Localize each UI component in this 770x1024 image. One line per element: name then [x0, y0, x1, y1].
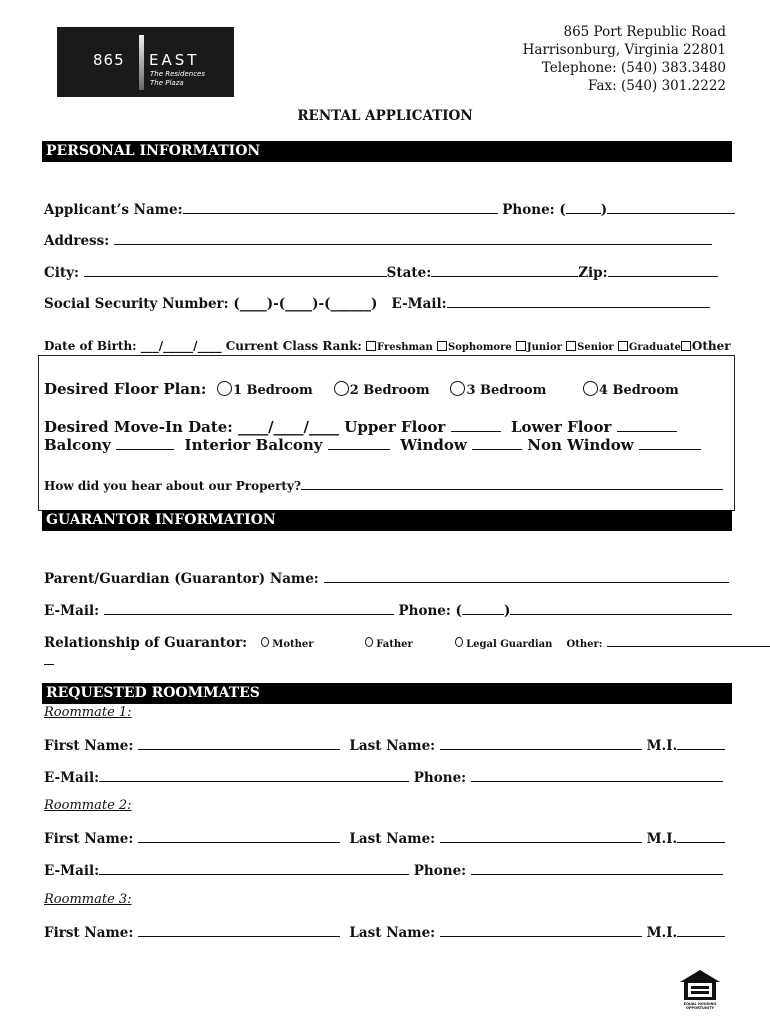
- window-label: Window: [400, 436, 467, 454]
- roommate-3-title: Roommate 3:: [44, 892, 132, 907]
- interior-balcony-label: Interior Balcony: [184, 436, 323, 454]
- roommate-2-mi-field[interactable]: [677, 829, 725, 843]
- guarantor-name-label: Parent/Guardian (Guarantor) Name:: [44, 571, 319, 587]
- relationship-option-mother[interactable]: Mother: [261, 639, 313, 650]
- checkbox[interactable]: [516, 341, 526, 351]
- non-window-field[interactable]: [639, 436, 701, 450]
- checkbox[interactable]: [366, 341, 376, 351]
- logo-name: EAST: [149, 51, 200, 69]
- roommate-1-name-row: [44, 736, 725, 754]
- last-name-label: Last Name:: [349, 831, 436, 847]
- floor-plan-row: [44, 380, 679, 398]
- property-address: [523, 23, 726, 95]
- radio[interactable]: [455, 637, 463, 647]
- guarantor-email-phone-row: E-Mail: Phone: ( ): [44, 601, 732, 619]
- first-name-label: First Name:: [44, 925, 134, 941]
- relationship-other-field[interactable]: [607, 633, 770, 647]
- continuation-underline: [44, 664, 54, 665]
- state-field[interactable]: [431, 263, 578, 277]
- checkbox[interactable]: [618, 341, 628, 351]
- phone-number-field[interactable]: [607, 200, 735, 214]
- radio[interactable]: [334, 381, 349, 396]
- balcony-window-row: [44, 436, 701, 454]
- address-line2: Harrisonburg, Virginia 22801: [522, 42, 726, 58]
- lower-floor-field[interactable]: [617, 418, 677, 432]
- window-field[interactable]: [472, 436, 522, 450]
- fax-line: Fax: (540) 301.2222: [588, 78, 726, 94]
- balcony-field[interactable]: [116, 436, 174, 450]
- rank-option-junior[interactable]: Junior: [516, 342, 562, 353]
- mi-label: M.I.: [646, 925, 678, 941]
- roommate-2-last-name-field[interactable]: [440, 829, 642, 843]
- lower-floor-label: Lower Floor: [510, 418, 612, 436]
- state-label: State:: [386, 265, 432, 281]
- first-name-label: First Name:: [44, 738, 134, 754]
- rank-option-graduate[interactable]: Graduate: [618, 342, 681, 353]
- roommate-2-name-row: [44, 829, 725, 847]
- address-field[interactable]: [114, 231, 712, 245]
- rank-option-other[interactable]: Other: [681, 339, 731, 353]
- logo-number: 865: [93, 51, 125, 69]
- ssn-label: Social Security Number:: [44, 296, 229, 312]
- equal-housing-logo: [678, 968, 722, 1012]
- upper-floor-field[interactable]: [451, 418, 501, 432]
- roommate-1-mi-field[interactable]: [677, 736, 725, 750]
- balcony-label: Balcony: [44, 436, 111, 454]
- floor-plan-2-bedroom[interactable]: 2 Bedroom: [334, 383, 430, 398]
- equal-housing-text: EQUAL HOUSING OPPORTUNITY: [683, 1002, 717, 1010]
- ssn-field[interactable]: (____)-(____)-(______): [233, 296, 378, 312]
- interior-balcony-field[interactable]: [328, 436, 390, 450]
- email-label: E-Mail:: [44, 770, 100, 786]
- mi-label: M.I.: [646, 831, 678, 847]
- rank-option-sophomore[interactable]: Sophomore: [437, 342, 512, 353]
- checkbox[interactable]: [681, 341, 691, 351]
- roommate-2-title: Roommate 2:: [44, 798, 132, 813]
- radio[interactable]: [583, 381, 598, 396]
- phone-label: Phone:: [413, 770, 467, 786]
- radio[interactable]: [365, 637, 373, 647]
- applicant-name-label: Applicant’s Name:: [44, 202, 183, 218]
- radio[interactable]: [450, 381, 465, 396]
- last-name-label: Last Name:: [349, 738, 436, 754]
- document-title: RENTAL APPLICATION: [297, 108, 473, 124]
- guarantor-email-field[interactable]: [104, 601, 394, 615]
- ssn-email-row: [44, 294, 710, 312]
- roommate-3-last-name-field[interactable]: [440, 923, 642, 937]
- last-name-label: Last Name:: [349, 925, 436, 941]
- referral-row: [44, 476, 723, 493]
- dob-label: Date of Birth:: [44, 339, 137, 353]
- roommate-3-name-row: [44, 923, 725, 941]
- first-name-label: First Name:: [44, 831, 134, 847]
- roommate-2-first-name-field[interactable]: [138, 829, 340, 843]
- applicant-name-field[interactable]: [183, 200, 498, 214]
- guarantor-email-label: E-Mail:: [44, 603, 100, 619]
- email-label: E-Mail:: [44, 863, 100, 879]
- relationship-other-label: Other:: [566, 639, 603, 650]
- applicant-name-row: Applicant’s Name: Phone: ( ): [44, 200, 735, 218]
- radio[interactable]: [261, 637, 269, 647]
- roommate-2-email-field[interactable]: [99, 861, 409, 875]
- roommate-1-last-name-field[interactable]: [440, 736, 642, 750]
- roommate-1-first-name-field[interactable]: [138, 736, 340, 750]
- dob-rank-row: [44, 339, 731, 353]
- guarantor-name-row: [44, 569, 729, 587]
- rank-option-freshman[interactable]: Freshman: [366, 342, 433, 353]
- roommate-1-title: Roommate 1:: [44, 705, 132, 720]
- roommate-3-first-name-field[interactable]: [138, 923, 340, 937]
- guarantor-relationship-row: [44, 633, 770, 651]
- address-row: [44, 231, 712, 249]
- city-label: City:: [44, 265, 79, 281]
- checkbox[interactable]: [566, 341, 576, 351]
- address-line1: 865 Port Republic Road: [563, 24, 726, 40]
- guarantor-phone-field[interactable]: [510, 601, 732, 615]
- mi-label: M.I.: [646, 738, 678, 754]
- relationship-option-father[interactable]: Father: [365, 639, 413, 650]
- guarantor-phone-label: Phone: (: [398, 603, 462, 619]
- floor-plan-label: Desired Floor Plan:: [44, 380, 207, 398]
- radio[interactable]: [217, 381, 232, 396]
- email-label: E-Mail:: [391, 296, 447, 312]
- roommate-3-mi-field[interactable]: [677, 923, 725, 937]
- movein-floor-row: [44, 418, 677, 436]
- referral-label: How did you hear about our Property?: [44, 479, 301, 493]
- floor-plan-1-bedroom[interactable]: 1 Bedroom: [217, 383, 313, 398]
- guarantor-phone-area-field[interactable]: [462, 601, 504, 615]
- zip-label: Zip:: [578, 265, 608, 281]
- floor-plan-4-bedroom[interactable]: 4 Bedroom: [583, 383, 679, 398]
- upper-floor-label: Upper Floor: [344, 418, 446, 436]
- class-rank-label: Current Class Rank:: [225, 339, 362, 353]
- section-header-roommates: REQUESTED ROOMMATES: [42, 683, 732, 704]
- company-logo: [57, 27, 234, 97]
- movein-date-field[interactable]: ____/____/____: [238, 418, 340, 436]
- roommate-2-phone-field[interactable]: [471, 861, 723, 875]
- rank-option-senior[interactable]: Senior: [566, 342, 614, 353]
- dob-field[interactable]: ___/_____/____: [140, 339, 222, 353]
- zip-field[interactable]: [608, 263, 718, 277]
- telephone-line: Telephone: (540) 383.3480: [541, 60, 726, 76]
- movein-date-label: Desired Move-In Date:: [44, 418, 233, 436]
- roommate-1-email-field[interactable]: [99, 768, 409, 782]
- roommate-2-contact-row: [44, 861, 723, 879]
- phone-label: Phone: (: [502, 202, 566, 218]
- phone-area-field[interactable]: [566, 200, 601, 214]
- floor-plan-3-bedroom[interactable]: 3 Bedroom: [450, 383, 546, 398]
- checkbox[interactable]: [437, 341, 447, 351]
- relationship-label: Relationship of Guarantor:: [44, 635, 248, 651]
- referral-field[interactable]: [301, 476, 723, 490]
- section-header-guarantor: GUARANTOR INFORMATION: [42, 510, 732, 531]
- email-field[interactable]: [447, 294, 710, 308]
- roommate-1-contact-row: [44, 768, 723, 786]
- guarantor-name-field[interactable]: [324, 569, 729, 583]
- phone-label: Phone:: [413, 863, 467, 879]
- logo-subtitle: The Residences The Plaza: [150, 70, 205, 87]
- non-window-label: Non Window: [527, 436, 634, 454]
- city-field[interactable]: [84, 263, 387, 277]
- roommate-1-phone-field[interactable]: [471, 768, 723, 782]
- relationship-option-legal-guardian[interactable]: Legal Guardian: [455, 639, 552, 650]
- city-state-zip-row: [44, 263, 718, 281]
- section-header-personal: PERSONAL INFORMATION: [42, 141, 732, 162]
- logo-tower-mark: [139, 35, 144, 90]
- address-label: Address:: [44, 233, 110, 249]
